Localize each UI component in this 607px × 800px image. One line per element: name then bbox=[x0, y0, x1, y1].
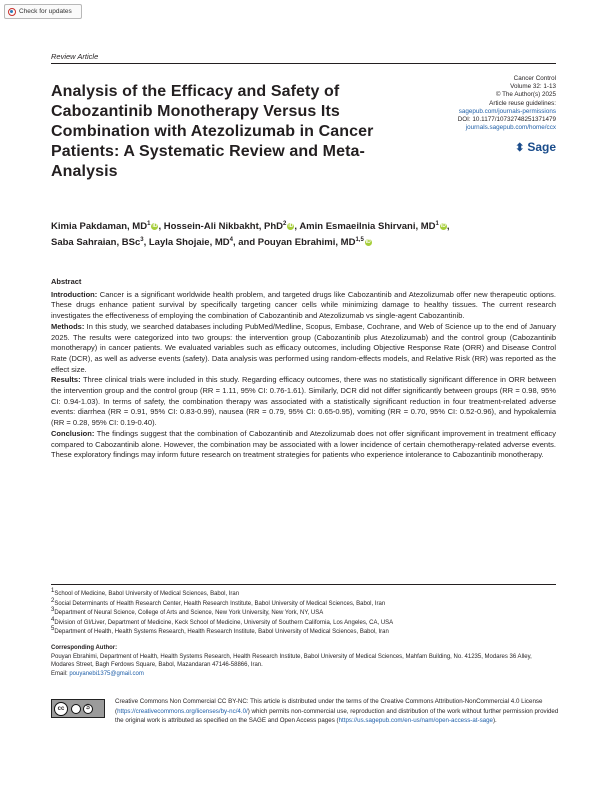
doi: DOI: 10.1177/10732748251371479 bbox=[457, 116, 556, 124]
affiliation-sup: 4 bbox=[51, 616, 55, 623]
license-url-link[interactable]: https://creativecommons.org/licenses/by-nc/4.0/ bbox=[117, 707, 248, 715]
affiliation-text: Social Determinants of Health Research Center, Health Research Institute, Babol University of Medical Sciences, Babol, Iran bbox=[54, 600, 386, 607]
crossmark-icon bbox=[8, 8, 16, 16]
sage-logo bbox=[515, 140, 556, 154]
results-text: Three clinical trials were included in this study. Regarding efficacy outcomes, there was no statistically significant difference in ORR between the intervention group and the control group (RR = 1.11, 95% CI: 0.76-1.61). Similarly, DCR did not differ significantly between groups (RR = 0.98, 95% CI: 0.94-1.03). In terms of safety, the combination therapy was associated with a statistically significant reduction in four treatment-related adverse events: diarrhea (RR = 0.91, 95% CI: 0.83-0.99), nausea (RR = 0.79, 95% CI: 0.65-0.95), vomiting (RR = 0.70, 95% CI: 0.52-0.96), and hypokalemia (RR = 0.28, 95% CI: 0.19-0.40). bbox=[51, 375, 556, 428]
introduction-label: Introduction: bbox=[51, 289, 98, 299]
paper-title: Analysis of the Efficacy and Safety of Cabozantinib Monotherapy Versus Its Combination with Atezolizumab in Cancer Patients: A Systematic Review and Meta-Analysis bbox=[51, 83, 374, 180]
methods-text: In this study, we searched databases including PubMed/Medline, Scopus, Embase, Cochrane, and Web of Science up to the end of January 2025. The results were categorized into two groups: the intervention group (Cabozantinib plus Atezolizumab) and the control group (Cabozantinib monotherapy) in cancer patients. We evaluated variables such as efficacy outcomes, including Objective Response Rate (ORR) and Disease Control Rate (DCR), as well as adverse events (safety). Data analysis was performed using random-effects models, and Relative Risk (RR) was reported as the effect size. bbox=[51, 321, 556, 374]
cc-license-badge[interactable] bbox=[51, 699, 105, 718]
author-affiliation-sup: 4 bbox=[229, 236, 233, 243]
by-icon bbox=[71, 704, 81, 714]
check-for-updates-label: Check for updates bbox=[19, 8, 72, 15]
affiliation-text: Department of Health, Health Systems Research, Health Research Institute, Babol University of Medical Sciences, Babol, Iran bbox=[54, 629, 389, 636]
publisher-name: Sage bbox=[527, 140, 556, 154]
abstract-results bbox=[51, 375, 556, 429]
affiliation bbox=[51, 628, 556, 638]
author-affiliation-sup: 3 bbox=[140, 236, 144, 243]
check-for-updates-button[interactable] bbox=[4, 4, 82, 19]
introduction-text: Cancer is a significant worldwide health problem, and targeted drugs like Cabozantinib and Atezolizumab offer new therapeutic options. These drugs enhance patient survival by specifically targeting cancer cells while minimizing damage to healthy tissues. The current research investigates the effectiveness of employing the combination of Cabozantinib and Atezolizumab vs single-agent Cabozantinib. bbox=[51, 289, 556, 321]
affiliation-sup: 5 bbox=[51, 626, 55, 633]
sage-s-icon: ⬍ bbox=[515, 141, 525, 154]
orcid-icon[interactable]: iD bbox=[440, 222, 446, 229]
cc-icon: cc bbox=[54, 702, 68, 716]
affiliations bbox=[51, 590, 556, 638]
article-type: Review Article bbox=[51, 52, 99, 61]
abstract-conclusion bbox=[51, 429, 556, 461]
abstract-heading: Abstract bbox=[51, 277, 82, 286]
license-line-3: ). bbox=[493, 717, 497, 725]
journal-copyright: © The Author(s) 2025 bbox=[495, 91, 556, 99]
abstract-methods bbox=[51, 322, 556, 376]
license-line-2: ) which permits non-commercial use, reproduction and distribution of the work without further permission provided the original work is attributed as specified on the SAGE and Open Access pages ( bbox=[115, 707, 559, 725]
conclusion-text: The findings suggest that the combination of Cabozantinib and Atezolizumab does not offer significant improvement in treatment efficacy compared to Cabozantinib alone. However, the combination may be associated with a lower incidence of certain chemotherapy-related adverse events. These exploratory findings may inform future research on treatment strategies for patients who experience intolerance to Cabozantinib monotherapy. bbox=[51, 428, 556, 460]
affiliation bbox=[51, 590, 556, 600]
affiliation bbox=[51, 609, 556, 619]
journal-name: Cancer Control bbox=[513, 75, 556, 82]
author-affiliation-sup: 1,5 bbox=[355, 236, 364, 243]
affiliation-sup: 3 bbox=[51, 607, 55, 614]
author-name: Kimia Pakdaman, MD bbox=[51, 221, 148, 232]
author-affiliation-sup: 1 bbox=[435, 220, 439, 227]
corresponding-heading: Corresponding Author: bbox=[51, 645, 118, 651]
affiliation-text: Division of GI/Liver, Department of Medicine, Keck School of Medicine, University of Southern California, Los Angeles, CA, USA bbox=[54, 619, 394, 626]
permissions-link[interactable]: sagepub.com/journals-permissions bbox=[458, 107, 556, 115]
author-list: Kimia Pakdaman, $MD^1$ iD, Hossein-Ali Nikbakht, PhD$^2$ iD, Amin Esmaeilnia Shirvani, $MD^1$ iD, Saba Sahraian, BSc$^3$, Layla Shojaie, $MD^4$, and Pouyan Ebrahimi, MD$^{1,5}$ iD bbox=[51, 220, 450, 248]
affiliation-text: School of Medicine, Babol University of Medical Sciences, Babol, Iran bbox=[54, 591, 240, 597]
corresponding-author bbox=[51, 644, 556, 678]
reuse-guidelines-label: Article reuse guidelines: bbox=[489, 99, 556, 107]
license-text bbox=[115, 697, 560, 726]
author-affiliation-sup: 2 bbox=[283, 220, 287, 227]
affiliation bbox=[51, 597, 556, 610]
journal-volume: Volume 32: 1-13 bbox=[510, 83, 556, 91]
journal-info bbox=[376, 75, 556, 132]
affiliation-sup: 1 bbox=[51, 588, 55, 594]
corresponding-address: Pouyan Ebrahimi, Department of Health, Health Systems Research, Health Research Institute, Babol University of Medical Sciences, Mahfam Building, No. 41235, Modares 36 Alley, Modares Street, Bagh Ferdows Square, Babol, Mazandaran 47146-58866, Iran. bbox=[51, 653, 532, 669]
author-name: Hossein-Ali Nikbakht, PhD bbox=[163, 221, 284, 232]
affiliation-text: Department of Neural Science, College of Arts and Science, New York University, New York, NY, USA bbox=[54, 610, 324, 617]
email-label: Email: bbox=[51, 670, 68, 677]
affiliation bbox=[51, 616, 556, 629]
author-name: and Pouyan Ebrahimi, MD bbox=[238, 237, 356, 248]
corresponding-email-line bbox=[51, 670, 556, 679]
header-divider bbox=[51, 63, 556, 64]
orcid-icon[interactable]: iD bbox=[288, 222, 294, 229]
orcid-icon[interactable]: iD bbox=[365, 238, 371, 245]
abstract-introduction bbox=[51, 290, 556, 322]
orcid-icon[interactable]: iD bbox=[152, 222, 158, 229]
affiliation-sup: 2 bbox=[51, 597, 55, 604]
author-affiliation-sup: 1 bbox=[147, 220, 151, 227]
author-name: Amin Esmaeilnia Shirvani, MD bbox=[299, 221, 436, 232]
nc-icon bbox=[83, 704, 93, 714]
journal-home-link[interactable]: journals.sagepub.com/home/ccx bbox=[465, 124, 556, 132]
methods-label: Methods: bbox=[51, 321, 85, 331]
results-label: Results: bbox=[51, 375, 81, 385]
abstract bbox=[51, 277, 556, 461]
license-line-1: Creative Commons Non Commercial CC BY-NC: This article is distributed under the terms of the Creative Commons Attribution-NonCommercial 4.0 License ( bbox=[115, 698, 543, 715]
open-access-link[interactable]: https://us.sagepub.com/en-us/nam/open-access-at-sage bbox=[338, 717, 493, 725]
author-name: Layla Shojaie, MD bbox=[148, 237, 230, 248]
footnote-divider bbox=[51, 584, 556, 585]
conclusion-label: Conclusion: bbox=[51, 428, 95, 438]
email-link[interactable]: pouyanebi1375@gmail.com bbox=[69, 670, 144, 677]
author-name: Saba Sahraian, BSc bbox=[51, 237, 141, 248]
